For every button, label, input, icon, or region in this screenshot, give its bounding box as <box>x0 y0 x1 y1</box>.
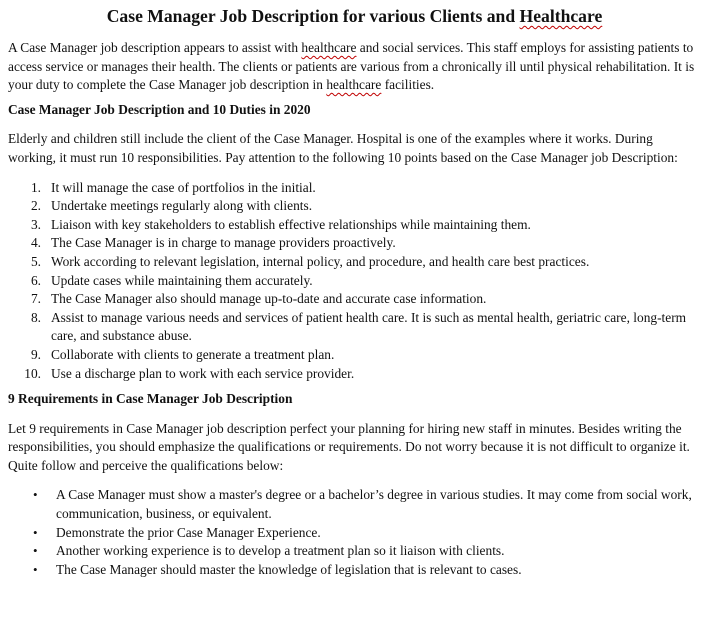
list-item-number: 4. <box>30 235 41 251</box>
list-item <box>8 197 701 216</box>
list-item <box>8 561 701 580</box>
list-item-text: Work according to relevant legislation, internal policy, and procedure, and health care best practices. <box>51 253 590 269</box>
list-item-text: Liaison with key stakeholders to establish effective relationships while maintaining them. <box>51 216 531 232</box>
duties-paragraph: Elderly and children still include the client of the Case Manager. Hospital is one of the examples where it works. During working, it must run 10 responsibilities. Pay attention to the following 10 points based on the Case Manager job Description: <box>8 131 678 165</box>
list-item <box>8 179 701 198</box>
list-item-text: Undertake meetings regularly along with clients. <box>51 198 313 214</box>
list-item <box>8 234 701 253</box>
list-item-text: The Case Manager is in charge to manage providers proactively. <box>51 235 396 251</box>
list-item-text: Collaborate with clients to generate a treatment plan. <box>51 346 335 362</box>
list-item <box>8 290 701 309</box>
list-item-number: 10. <box>24 365 41 381</box>
list-item-text: Assist to manage various needs and services of patient health care. It is such as mental health, geriatric care, long-term care, and substance abuse. <box>51 309 687 344</box>
list-item-number: 3. <box>30 216 41 232</box>
list-item-text: It will manage the case of portfolios in the initial. <box>51 179 316 195</box>
list-item <box>8 253 701 272</box>
intro-paragraph <box>8 39 701 95</box>
list-item-text: The Case Manager also should manage up-to-date and accurate case information. <box>51 291 487 307</box>
list-item-number: 5. <box>30 253 41 269</box>
intro-part-3: facilities. <box>381 77 435 93</box>
document-title <box>8 0 701 28</box>
list-item <box>8 272 701 291</box>
list-item-text: Update cases while maintaining them accurately. <box>51 272 313 288</box>
intro-flagged-word-2: healthcare <box>326 77 382 93</box>
title-flagged-word: Healthcare <box>519 6 603 26</box>
requirements-paragraph: Let 9 requirements in Case Manager job description perfect your planning for hiring new staff in minutes. Besides writing the responsibilities, you should emphasize the qualifications or requirements. Do not worry because it is not difficult to organize it. Quite follow and perceive the qualifications below: <box>8 420 690 473</box>
list-item-text: Another working experience is to develop a treatment plan so it liaison with clients. <box>56 543 505 559</box>
section-heading-requirements: 9 Requirements in Case Manager Job Description <box>8 391 293 407</box>
list-item-number: 2. <box>30 198 41 214</box>
list-item-number: 9. <box>30 346 41 362</box>
intro-flagged-word-1: healthcare <box>301 40 357 55</box>
list-item-number: 7. <box>30 291 41 307</box>
list-item <box>8 524 701 543</box>
list-item-text: Demonstrate the prior Case Manager Experience. <box>56 524 321 540</box>
list-item <box>8 346 701 365</box>
list-item-number: 1. <box>30 179 41 195</box>
list-item <box>8 365 701 384</box>
duties-list <box>8 179 701 384</box>
bullet-icon: • <box>33 543 38 559</box>
requirements-list <box>8 486 701 579</box>
list-item <box>8 542 701 561</box>
intro-part-2: and social services. This staff employs for assisting patients to access service or manages their health. The clients or patients are various from a chronically ill until physical rehabilitation. It is your duty to complete the Case Manager job description in <box>8 40 695 93</box>
bullet-icon: • <box>33 487 38 503</box>
list-item-text: A Case Manager must show a master's degree or a bachelor’s degree in various studies. It may come from social work, communication, business, or equivalent. <box>56 487 692 522</box>
list-item-number: 6. <box>30 272 41 288</box>
bullet-icon: • <box>33 524 38 540</box>
list-item <box>8 309 701 346</box>
list-item <box>8 486 701 523</box>
section-heading-duties: Case Manager Job Description and 10 Duties in 2020 <box>8 101 311 117</box>
list-item <box>8 216 701 235</box>
intro-part-1: A Case Manager job description appears to assist with <box>8 40 302 55</box>
list-item-text: Use a discharge plan to work with each service provider. <box>51 365 355 381</box>
list-item-text: The Case Manager should master the knowledge of legislation that is relevant to cases. <box>56 561 522 577</box>
title-text: Case Manager Job Description for various Clients and <box>106 6 520 26</box>
bullet-icon: • <box>33 561 38 577</box>
list-item-number: 8. <box>30 309 41 325</box>
